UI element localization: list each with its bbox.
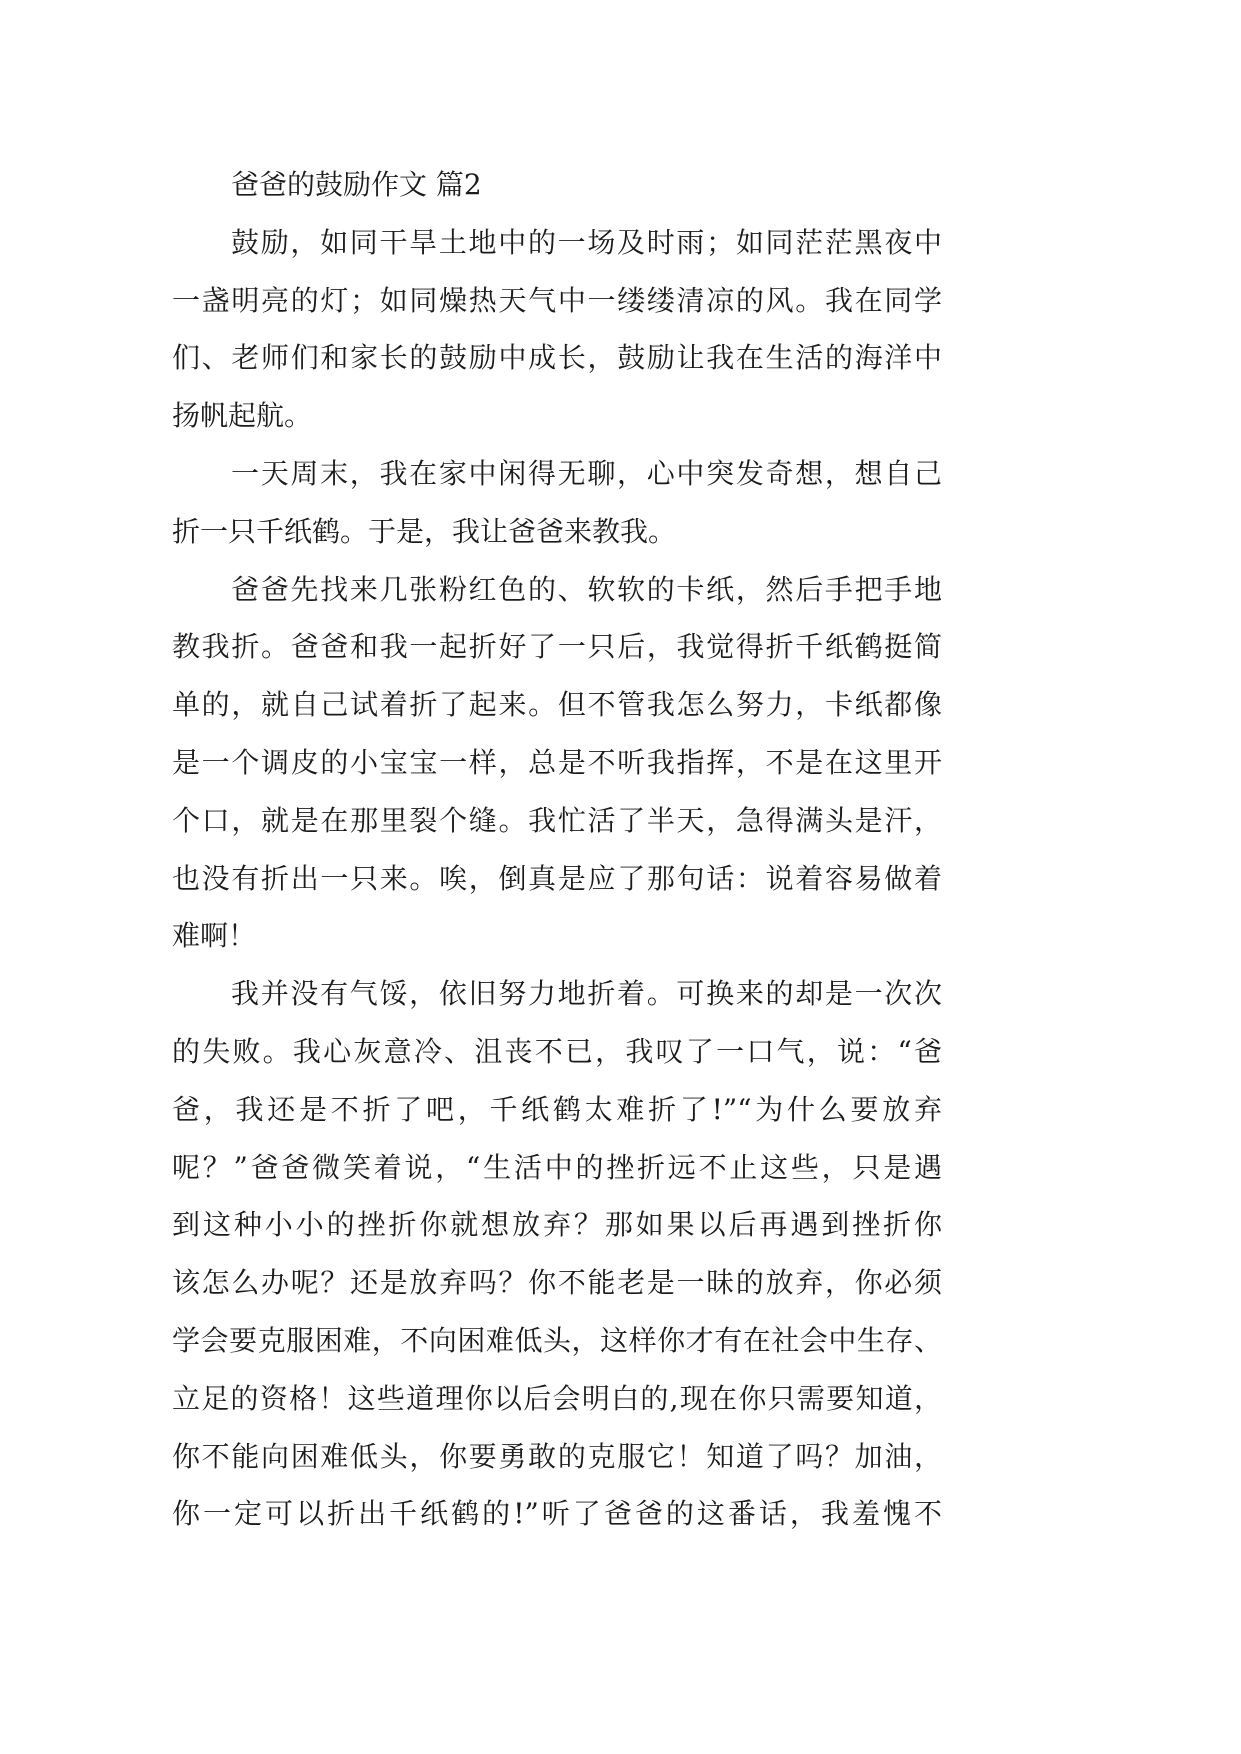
paragraph-line: 的失败。我心灰意冷、沮丧不已，我叹了一口气，说：“爸 [172, 1034, 942, 1068]
paragraph-line: 教我折。爸爸和我一起折好了一只后，我觉得折千纸鹤挺简 [172, 630, 942, 664]
paragraph-line: 难啊！ [172, 919, 257, 953]
paragraph-line: 爸爸先找来几张粉红色的、软软的卡纸，然后手把手地 [231, 572, 942, 606]
paragraph-line: 个口，就是在那里裂个缝。我忙活了半天，急得满头是汗， [172, 803, 942, 837]
paragraph [172, 561, 942, 966]
paragraph-line: 呢？”爸爸微笑着说，“生活中的挫折远不止这些，只是遇 [172, 1150, 942, 1184]
paragraph-line: 到这种小小的挫折你就想放弃？那如果以后再遇到挫折你 [172, 1208, 942, 1242]
paragraph-line: 折一只千纸鹤。于是，我让爸爸来教我。 [172, 514, 677, 548]
paragraph-line: 我并没有气馁，依旧努力地折着。可换来的却是一次次 [231, 977, 942, 1011]
paragraph-line: 是一个调皮的小宝宝一样，总是不听我指挥，不是在这里开 [172, 745, 942, 779]
paragraph-line: 你一定可以折出千纸鹤的!”听了爸爸的这番话，我羞愧不 [172, 1497, 942, 1531]
paragraph-line: 鼓励，如同干旱土地中的一场及时雨；如同茫茫黑夜中 [231, 225, 942, 259]
paragraph-line: 你不能向困难低头，你要勇敢的克服它！知道了吗？加油， [172, 1439, 942, 1473]
paragraph-line: 一天周末，我在家中闲得无聊，心中突发奇想，想自己 [231, 456, 942, 490]
paragraph-line: 也没有折出一只来。唉，倒真是应了那句话：说着容易做着 [172, 861, 942, 895]
essay-title: 爸爸的鼓励作文 篇2 [231, 168, 482, 201]
paragraph [172, 965, 942, 1543]
paragraph [172, 445, 942, 561]
paragraph-line: 立足的资格！这些道理你以后会明白的,现在你只需要知道， [172, 1381, 942, 1415]
essay-body [172, 156, 942, 1543]
paragraph-line: 们、老师们和家长的鼓励中成长，鼓励让我在生活的海洋中 [172, 341, 942, 375]
paragraph-line: 爸，我还是不折了吧，千纸鹤太难折了!”“为什么要放弃 [172, 1092, 942, 1126]
paragraph-line: 学会要克服困难，不向困难低头，这样你才有在社会中生存、 [172, 1323, 942, 1357]
paragraph-line: 扬帆起航。 [172, 399, 313, 433]
paragraph-line: 该怎么办呢？还是放弃吗？你不能老是一昧的放弃，你必须 [172, 1266, 942, 1300]
paragraph-line: 单的，就自己试着折了起来。但不管我怎么努力，卡纸都像 [172, 688, 942, 722]
paragraph-line: 一盏明亮的灯；如同燥热天气中一缕缕清凉的风。我在同学 [172, 283, 942, 317]
paragraph [172, 214, 942, 445]
